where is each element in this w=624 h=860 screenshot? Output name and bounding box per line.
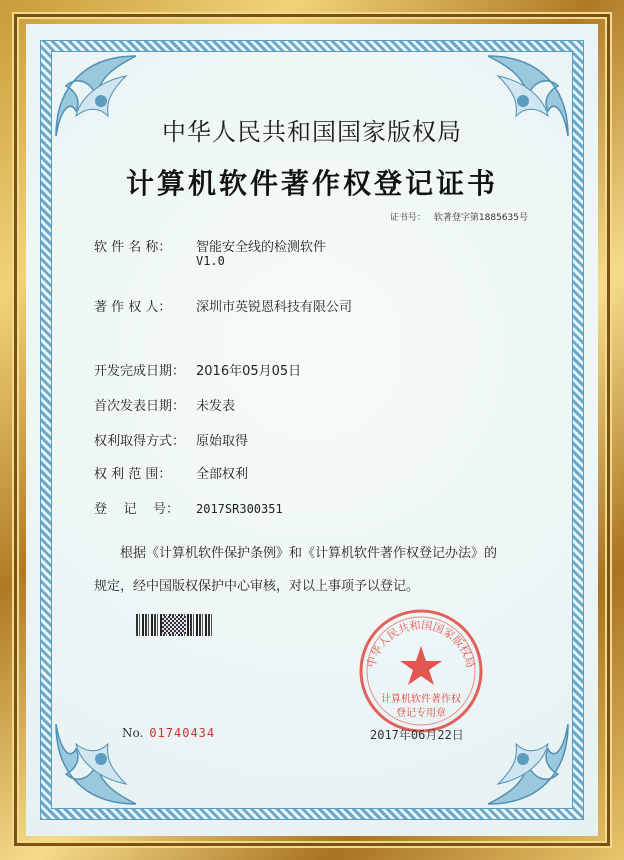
field-value: 全部权利 — [196, 467, 249, 482]
field-value: 深圳市英锐恩科技有限公司 — [196, 300, 353, 315]
field-value: 2016年05月05日 — [196, 364, 302, 379]
certificate-number-value: 软著登字第1885635号 — [433, 213, 528, 223]
field-rights-scope — [94, 463, 248, 482]
issue-date: 2017年06月22日 — [370, 728, 464, 742]
certificate-paper — [26, 24, 598, 836]
barcode-icon — [136, 614, 214, 636]
field-label: 登 记 号： — [94, 502, 180, 517]
official-seal-icon — [356, 606, 486, 736]
field-label: 首次发表日期： — [94, 399, 186, 414]
field-acquisition-method — [94, 430, 248, 449]
field-completion-date — [94, 360, 301, 379]
certificate-number — [390, 210, 528, 223]
statement-line-2: 规定，经中国版权保护中心审核，对以上事项予以登记。 — [94, 579, 420, 594]
field-label: 权 利 范 围： — [94, 467, 172, 482]
field-software-name — [94, 236, 326, 255]
serial-label: No. — [122, 726, 144, 740]
seal-inner-line-1: 计算机软件著作权 — [381, 694, 461, 705]
seal-outer-text: 中华人民共和国国家版权局 — [364, 618, 478, 670]
field-publication-date — [94, 395, 235, 414]
software-version: V1.0 — [196, 254, 225, 268]
field-registration-number — [94, 498, 283, 517]
field-value: 智能安全线的检测软件 — [196, 240, 327, 255]
issuer-title: 中华人民共和国国家版权局 — [162, 118, 462, 146]
field-copyright-owner — [94, 296, 352, 315]
field-label: 著 作 权 人： — [94, 300, 172, 315]
serial-value: 01740434 — [149, 726, 216, 740]
certificate-number-label: 证书号： — [389, 213, 426, 223]
serial-number — [122, 726, 215, 740]
seal-inner-line-2: 登记专用章 — [396, 708, 446, 719]
field-label: 软 件 名 称： — [94, 240, 172, 255]
field-value: 未发表 — [196, 399, 236, 414]
document-title: 计算机软件著作权登记证书 — [125, 167, 498, 200]
field-label: 开发完成日期： — [94, 364, 186, 379]
field-value: 原始取得 — [196, 434, 249, 449]
statement-line-1: 根据《计算机软件保护条例》和《计算机软件著作权登记办法》的 — [120, 546, 498, 561]
field-label: 权利取得方式： — [94, 434, 186, 449]
field-value: 2017SR300351 — [196, 502, 283, 516]
